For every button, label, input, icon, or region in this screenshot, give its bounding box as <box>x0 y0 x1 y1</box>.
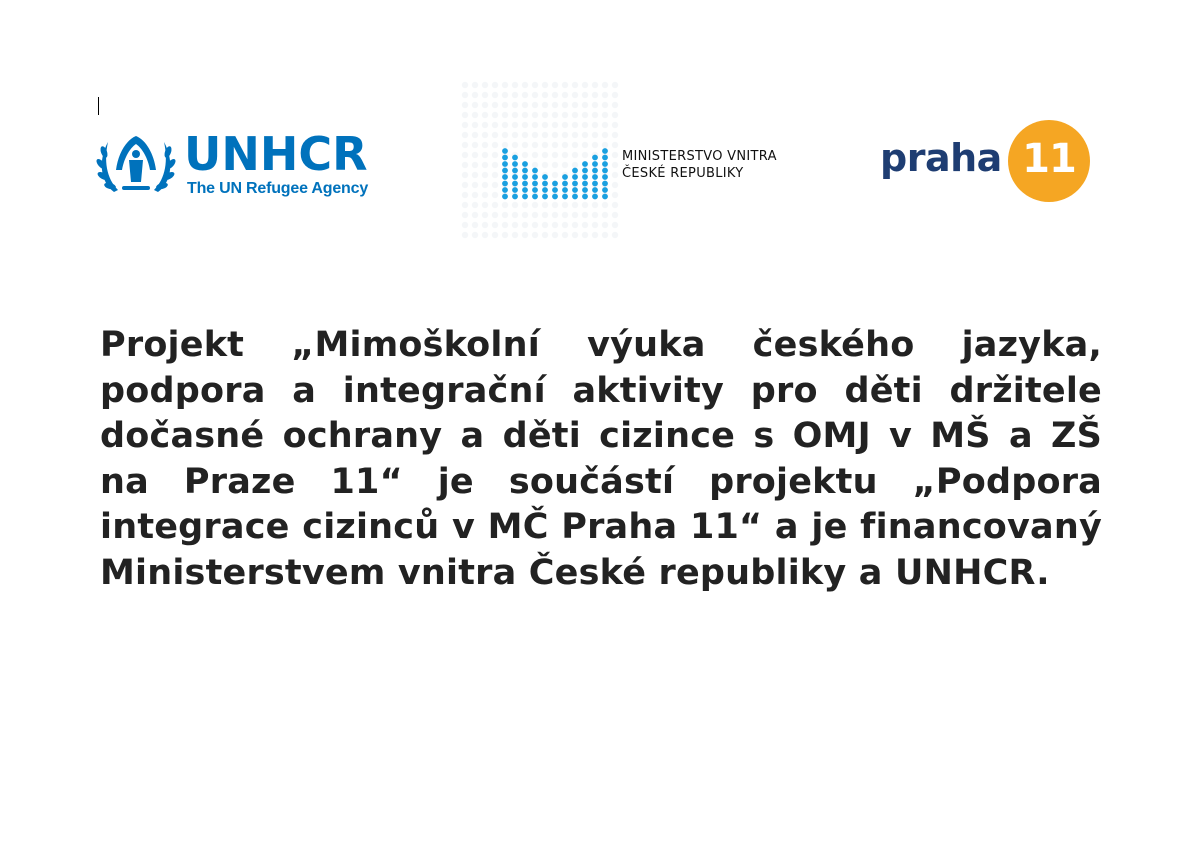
unhcr-emblem-icon <box>96 130 176 200</box>
praha-11-logo <box>880 118 1095 204</box>
unhcr-tagline: The UN Refugee Agency <box>187 180 369 197</box>
unhcr-logo <box>96 127 386 204</box>
praha-number: 11 <box>1022 136 1076 182</box>
text-cursor-mark <box>98 97 99 115</box>
ministry-dot-mark-icon <box>460 80 620 240</box>
praha-wordmark: praha <box>880 136 1002 180</box>
project-description: Projekt „Mimoškolní výuka českého jazyka, podpora a integrační aktivity pro děti držitele dočasné ochrany a děti cizince s OMJ v MŠ a ZŠ na Praze 11“ je součástí projektu „Podpora integrace cizinců v MČ Praha 11“ a je financovaný Ministerstvem vnitra České republiky a UNHCR. <box>100 325 1102 593</box>
ministry-name-line1: MINISTERSTVO VNITRA <box>622 149 777 164</box>
ministry-logo <box>460 80 830 240</box>
ministry-name <box>622 148 777 182</box>
unhcr-wordmark: UNHCR <box>184 127 368 181</box>
ministry-name-line2: ČESKÉ REPUBLIKY <box>622 166 744 181</box>
